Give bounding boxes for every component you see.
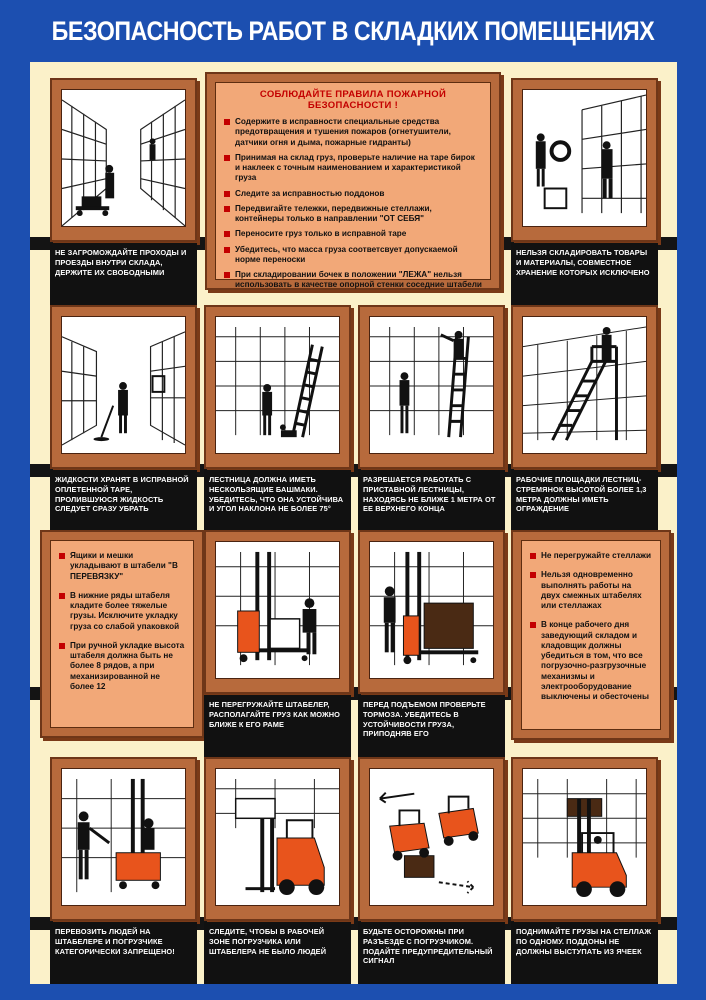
panel-caption: НЕ ЗАГРОМОЖДАЙТЕ ПРОХОДЫ И ПРОЕЗДЫ ВНУТРИ СКЛАДА, ДЕРЖИТЕ ИХ СВОБОДНЫМИ [50,243,197,305]
illustration-no-passengers [61,768,186,906]
panel-caption: ПЕРЕД ПОДЪЕМОМ ПРОВЕРЬТЕ ТОРМОЗА. УБЕДИТЕСЬ В УСТОЙЧИВОСТИ ГРУЗА, ПРИПОДНЯВ ЕГО [358,695,505,757]
fire-safety-box [205,72,501,290]
panel-caption: ПЕРЕВОЗИТЬ ЛЮДЕЙ НА ШТАБЕЛЕРЕ И ПОГРУЗЧИКЕ КАТЕГОРИЧЕСКИ ЗАПРЕЩЕНО! [50,922,197,984]
illustration-frame [204,305,351,469]
rack-rules-inner [521,540,661,730]
brake-check-illustration [370,542,493,678]
illustration-frame [511,757,658,921]
illustration-passing [369,768,494,906]
panel-caption: РАБОЧИЕ ПЛОЩАДКИ ЛЕСТНИЦ-СТРЕМЯНОК ВЫСОТОЙ БОЛЕЕ 1,3 МЕТРА ДОЛЖНЫ ИМЕТЬ ОГРАЖДЕНИЕ [511,470,658,532]
panel-caption: НЕЛЬЗЯ СКЛАДИРОВАТЬ ТОВАРЫ И МАТЕРИАЛЫ, СОВМЕСТНОЕ ХРАНЕНИЕ КОТОРЫХ ИСКЛЮЧЕНО [511,243,658,305]
illustration-ladder-work [369,316,494,454]
fire-safety-inner [215,82,491,290]
illustration-ladder [215,316,340,454]
stepladder-illustration [523,317,646,453]
no-passengers-illustration [62,769,185,905]
fire-rule: Принимая на склад груз, проверьте наличие на таре бирок и наклеек с точным наименованием и характеристикой груза [224,153,482,184]
illustration-frame [358,757,505,921]
stacking-rules-box [40,530,204,738]
illustration-liquids [61,316,186,454]
poster-title: БЕЗОПАСНОСТЬ РАБОТ В СКЛАДКИХ ПОМЕЩЕНИЯХ [51,16,655,46]
rack-rule: В конце рабочего дня заведующий складом и кладовщик должны убедиться в том, что все погрузочно-разгрузочные механизмы и электрооборудование выключены и обесточены [530,620,652,702]
illustration-frame [358,305,505,469]
illustration-brakes [369,541,494,679]
rack-rules-box [511,530,671,740]
panel-caption: РАЗРЕШАЕТСЯ РАБОТАТЬ С ПРИСТАВНОЙ ЛЕСТНИЦЫ, НАХОДЯСЬ НЕ БЛИЖЕ 1 МЕТРА ОТ ЕЕ ВЕРХНЕГО КОНЦА [358,470,505,532]
panel-caption: НЕ ПЕРЕГРУЖАЙТЕ ШТАБЕЛЕР, РАСПОЛАГАЙТЕ ГРУЗ КАК МОЖНО БЛИЖЕ К ЕГО РАМЕ [204,695,351,757]
ladder-illustration [216,317,339,453]
illustration-storage [522,89,647,227]
incompatible-storage-illustration [523,90,646,226]
panel-caption: ЛЕСТНИЦА ДОЛЖНА ИМЕТЬ НЕСКОЛЬЗЯЩИЕ БАШМАКИ. УБЕДИТЕСЬ, ЧТО ОНА УСТОЙЧИВА И УГОЛ НАКЛОНА НЕ БОЛЕЕ 75° [204,470,351,532]
liquid-containers-illustration [62,317,185,453]
fire-rule: Убедитесь, что масса груза соответсвует допускаемой норме переноски [224,245,482,266]
illustration-frame [511,305,658,469]
fire-rule: Содержите в исправности специальные средства предотвращения и тушения пожаров (огнетушители, датчики огня и дыма, пожарные гидранты) [224,117,482,148]
forklift-work-zone-illustration [216,769,339,905]
stacking-rule: При ручной укладке высота штабеля должна быть не более 8 рядов, а при механизированной не более 12 [59,641,185,692]
fire-rule: Переносите груз только в исправной таре [224,229,482,239]
stacking-rules-inner [50,540,194,728]
poster-sheet [30,62,677,984]
panel-caption: ПОДНИМАЙТЕ ГРУЗЫ НА СТЕЛЛАЖ ПО ОДНОМУ. ПОДДОНЫ НЕ ДОЛЖНЫ ВЫСТУПАТЬ ИЗ ЯЧЕЕК [511,922,658,984]
illustration-work-zone [215,768,340,906]
stacking-rule: Ящики и мешки укладывают в штабели "В ПЕРЕВЯЗКУ" [59,551,185,582]
warehouse-aisle-illustration [62,90,185,226]
fire-rule: При складировании бочек в положении "ЛЕЖА" нельзя использовать в качестве опорной стенки соседние штабели [224,270,482,291]
rack-rule: Не перегружайте стеллажи [530,551,652,561]
illustration-frame [50,305,197,469]
rack-rule: Нельзя одновременно выполнять работы на двух смежных штабелях или стеллажах [530,570,652,611]
panel-caption: СЛЕДИТЕ, ЧТОБЫ В РАБОЧЕЙ ЗОНЕ ПОГРУЗЧИКА ИЛИ ШТАБЕЛЕРА НЕ БЫЛО ЛЮДЕЙ [204,922,351,984]
illustration-frame [511,78,658,242]
fire-safety-title: СОБЛЮДАЙТЕ ПРАВИЛА ПОЖАРНОЙ БЕЗОПАСНОСТИ ! [259,89,447,111]
ladder-work-illustration [370,317,493,453]
illustration-frame [204,530,351,694]
illustration-stepladder [522,316,647,454]
illustration-stacker-load [215,541,340,679]
forklifts-passing-illustration [370,769,493,905]
illustration-aisle [61,89,186,227]
single-load-lifting-illustration [523,769,646,905]
illustration-frame [50,78,197,242]
panel-caption: БУДЬТЕ ОСТОРОЖНЫ ПРИ РАЗЪЕЗДЕ С ПОГРУЗЧИКОМ. ПОДАЙТЕ ПРЕДУПРЕДИТЕЛЬНЫЙ СИГНАЛ [358,922,505,984]
fire-rule: Передвигайте тележки, передвижные стеллажи, контейнеры только в направлении "ОТ СЕБЯ" [224,204,482,225]
stacking-rule: В нижние ряды штабеля кладите более тяжелые грузы. Исключите укладку груза со слабой упаковкой [59,591,185,632]
stacker-load-illustration [216,542,339,678]
fire-rule: Следите за исправностью поддонов [224,189,482,199]
illustration-frame [50,757,197,921]
illustration-frame [358,530,505,694]
panel-caption: ЖИДКОСТИ ХРАНЯТ В ИСПРАВНОЙ ОПЛЕТЕННОЙ ТАРЕ, ПРОЛИВШУЮСЯ ЖИДКОСТЬ СЛЕДУЕТ СРАЗУ УБРАТЬ [50,470,197,532]
illustration-frame [204,757,351,921]
illustration-one-at-a-time [522,768,647,906]
